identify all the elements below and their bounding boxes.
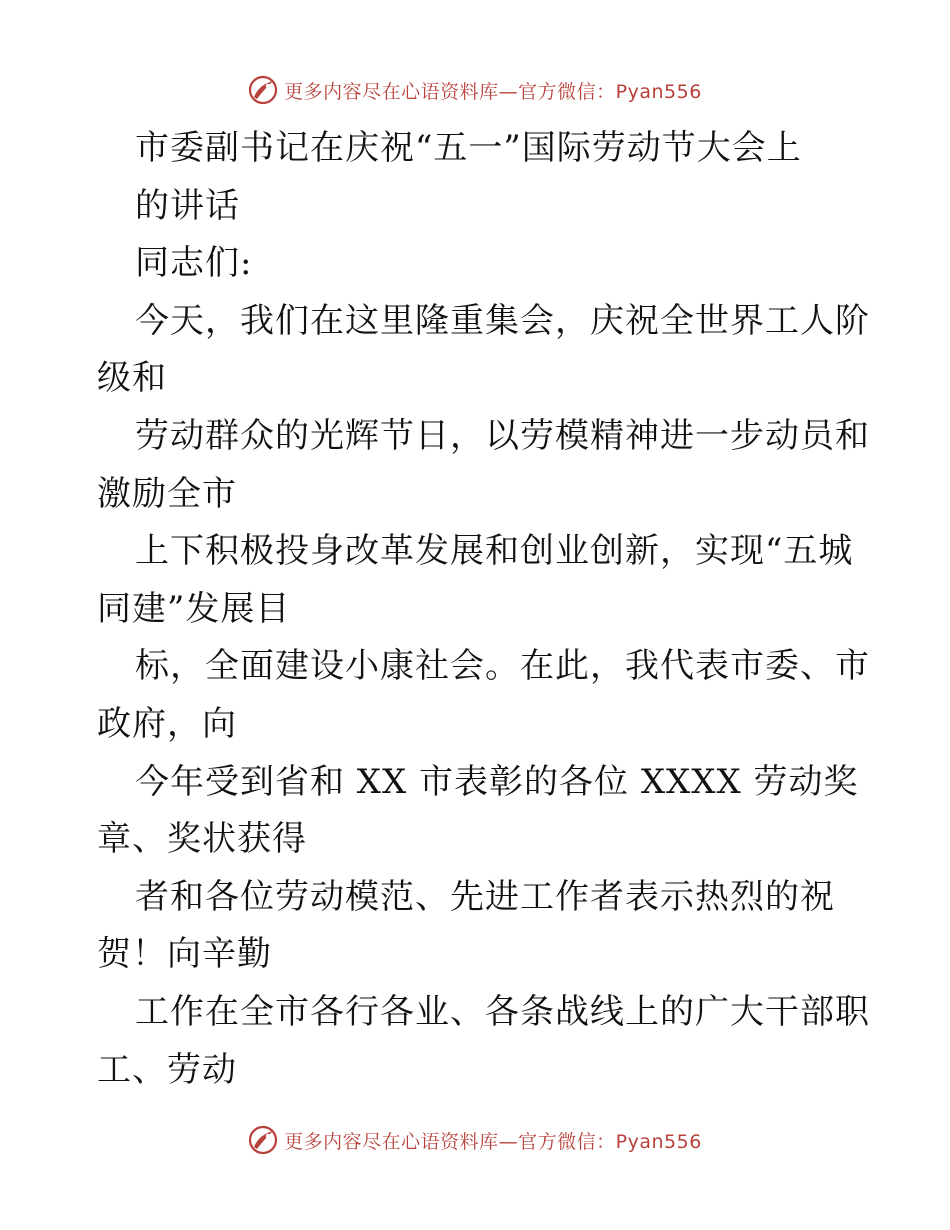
text-line: 市委副书记在庆祝“五一”国际劳动节大会上 xyxy=(135,128,802,168)
text-line: 者和各位劳动模范、先进工作者表示热烈的祝 xyxy=(135,876,835,917)
text-line: 工、劳动 xyxy=(97,1049,237,1090)
pen-logo-icon xyxy=(248,1125,278,1155)
header-banner xyxy=(0,72,950,108)
text-line: 工作在全市各行各业、各条战线上的广大干部职 xyxy=(135,991,870,1032)
text-line: 今天，我们在这里隆重集会，庆祝全世界工人阶 xyxy=(135,300,870,341)
text-line: 贺！向辛勤 xyxy=(97,934,272,975)
text-line: 劳动群众的光辉节日，以劳模精神进一步动员和 xyxy=(135,415,870,456)
text-line: 今年受到省和 XX 市表彰的各位 XXXX 劳动奖 xyxy=(135,761,859,802)
text-line: 上下积极投身改革发展和创业创新，实现“五城 xyxy=(135,531,854,572)
text-line: 级和 xyxy=(97,358,167,399)
text-line: 的讲话 xyxy=(135,185,240,226)
pen-logo-icon xyxy=(248,75,278,105)
document-body xyxy=(97,120,870,1099)
footer-banner-text: 更多内容尽在心语资料库—官方微信：Pyan556 xyxy=(284,1130,702,1153)
header-banner-text: 更多内容尽在心语资料库—官方微信：Pyan556 xyxy=(284,80,702,103)
text-line: 同建”发展目 xyxy=(97,588,291,629)
text-line: 标，全面建设小康社会。在此，我代表市委、市 xyxy=(135,646,870,687)
text-line: 政府，向 xyxy=(97,703,237,744)
text-line: 同志们: xyxy=(135,243,253,284)
footer-banner xyxy=(0,1122,950,1158)
text-line: 章、奖状获得 xyxy=(97,819,307,860)
text-line: 激励全市 xyxy=(97,473,237,514)
